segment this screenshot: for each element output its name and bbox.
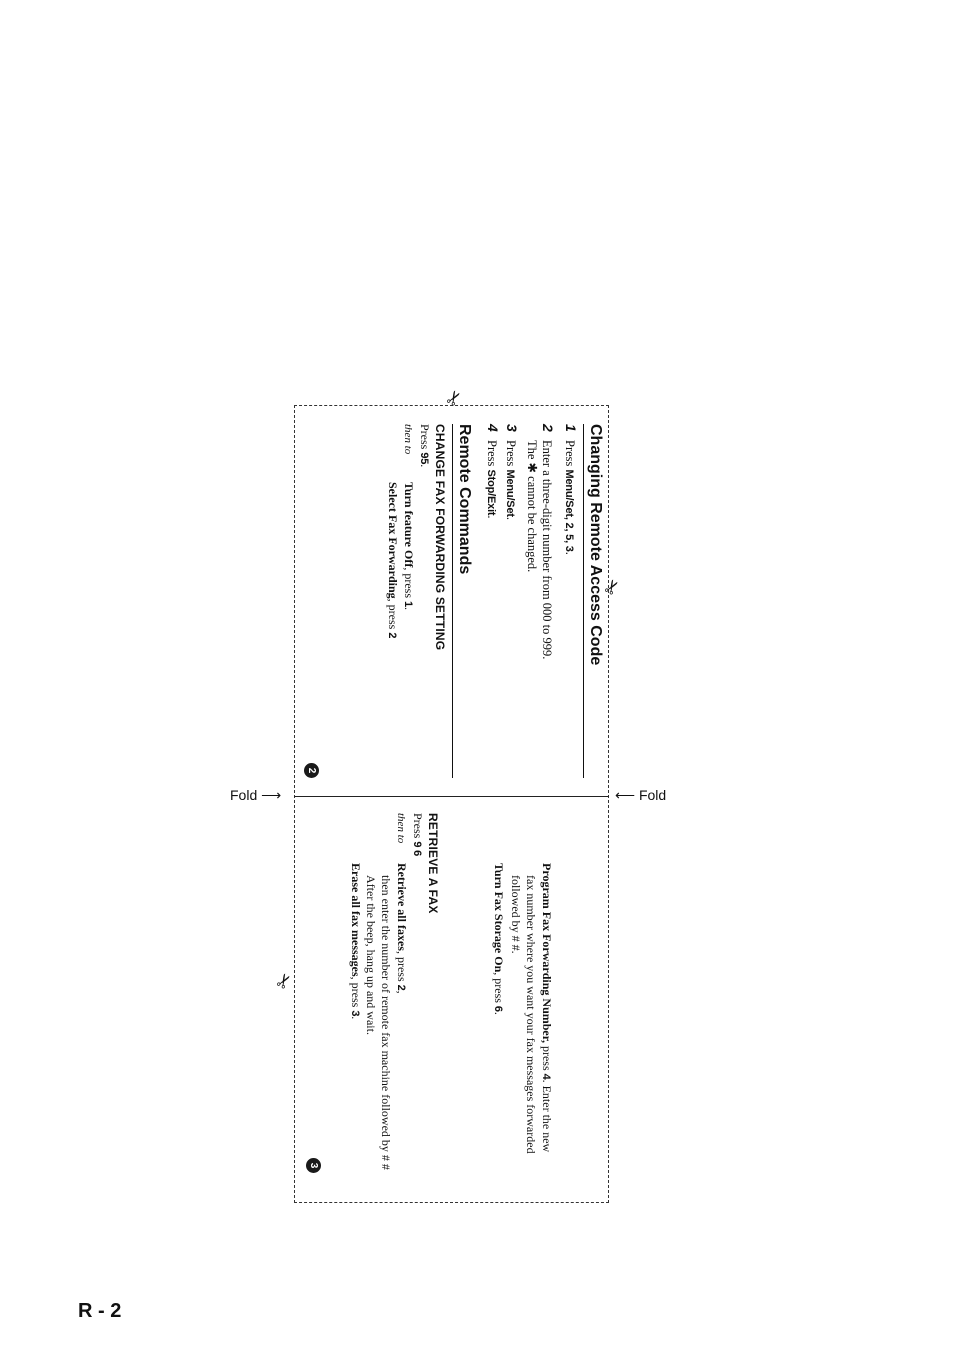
press-line: Press 95.	[418, 424, 432, 468]
program-line: Program Fax Forwarding Number, press 4. Enter the new	[540, 863, 554, 1153]
retrieve-line: After the beep, hang up and wait.	[364, 875, 378, 1035]
scissors-icon: ✂	[271, 968, 299, 994]
subheading: CHANGE FAX FORWARDING SETTING	[433, 424, 447, 651]
subheading: RETRIEVE A FAX	[426, 813, 440, 914]
remote-commands-title: Remote Commands	[452, 424, 475, 778]
step-1: 1 Press Menu/Set, 2, 5, 3.	[563, 424, 579, 555]
option-line: then toTurn feature Off, press 1.	[402, 424, 416, 610]
step-4: 4 Press Stop/Exit.	[485, 424, 501, 519]
press-line: Press 9 6	[411, 813, 425, 857]
step-2: 2 Enter a three-digit number from 000 to 999. The ✱ cannot be changed.	[525, 424, 556, 660]
program-line: followed by # #.	[509, 875, 523, 954]
panel-number-badge: 2	[304, 763, 319, 778]
fold-label-right: ⟵ Fold	[615, 787, 667, 803]
retrieve-line: then toRetrieve all faxes, press 2,	[395, 813, 409, 994]
scissors-icon: ✂	[441, 385, 469, 411]
fold-label-left: Fold ⟶	[230, 787, 282, 803]
erase-line: Erase all fax messages, press 3.	[349, 863, 363, 1020]
storage-line: Turn Fax Storage On, press 6.	[492, 863, 506, 1015]
retrieve-line: then enter the number of remote fax machine followed by # #	[379, 875, 393, 1170]
option-line: Select Fax Forwarding, press 2	[386, 482, 400, 639]
retrieve-fax-panel	[306, 813, 606, 1193]
remote-access-panel	[306, 424, 606, 784]
section-title: Changing Remote Access Code	[583, 424, 606, 778]
step-3: 3 Press Menu/Set.	[504, 424, 520, 520]
page-number: R - 2	[78, 1300, 122, 1322]
panel-number-badge: 3	[306, 1158, 321, 1173]
scissors-icon: ✂	[599, 574, 627, 600]
program-line: fax number where you want your fax messages forwarded	[524, 875, 538, 1154]
fold-line	[294, 796, 609, 797]
